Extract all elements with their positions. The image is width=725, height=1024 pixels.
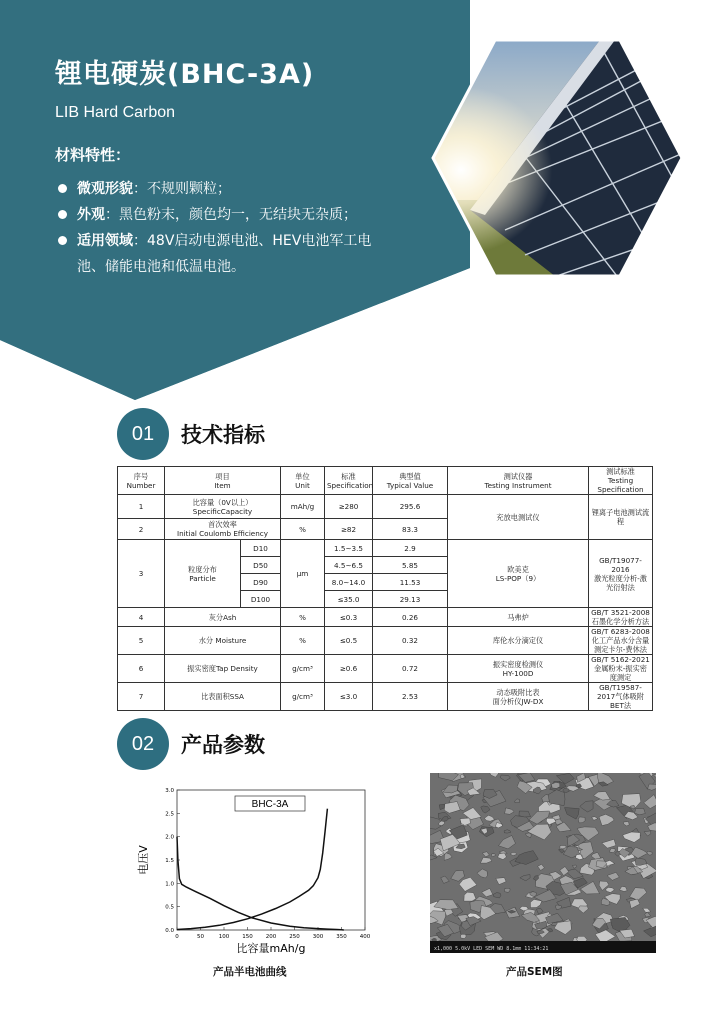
table-row: 2 首次效率 Initial Coulomb Efficiency % ≥82 83.3 <box>118 519 653 540</box>
section-02-heading <box>117 718 265 770</box>
table-row: D100 ≤35.0 29.13 <box>118 591 653 608</box>
col-header: 项目 Item <box>165 467 281 495</box>
property-label: 适用领域 <box>77 233 133 249</box>
y-tick-label: 0.0 <box>165 928 174 934</box>
table-row: 6 振实密度Tap Density g/cm³ ≥0.6 0.72 振实密度检测仪 HY-100D GB/T 5162-2021金属粉末-振实密度测定 <box>118 655 653 683</box>
x-tick-label: 350 <box>336 934 347 940</box>
table-header-row <box>118 467 653 495</box>
col-header: 标准 Specification <box>325 467 373 495</box>
property-item <box>58 228 398 280</box>
table-row: 4 灰分Ash % ≤0.3 0.26 马弗炉 GB/T 3521-2008石墨化学分析方法 <box>118 608 653 627</box>
col-header: 序号 Number <box>118 467 165 495</box>
col-header: 测试标准 Testing Specification <box>589 467 653 495</box>
bullet-dot-icon <box>58 184 67 193</box>
properties-list <box>58 176 398 280</box>
property-item <box>58 176 398 202</box>
property-item <box>58 202 398 228</box>
x-tick-label: 400 <box>359 934 371 940</box>
x-tick-label: 0 <box>175 934 179 940</box>
half-cell-curve-chart <box>135 780 380 960</box>
col-header: 典型值 Typical Value <box>373 467 448 495</box>
table-row: 7 比表面积SSA g/cm³ ≤3.0 2.53 动态吸附比表 面分析仪JW-DX GB/T19587-2017气体吸附BET法 <box>118 683 653 711</box>
sem-info-bar: x1,000 5.0kV LED SEM WD 8.1mm 11:34:21 <box>434 946 549 952</box>
x-tick-label: 250 <box>289 934 300 940</box>
y-tick-label: 2.0 <box>165 834 174 841</box>
section-title: 技术指标 <box>181 423 265 447</box>
bullet-dot-icon <box>58 210 67 219</box>
charge-curve-line <box>177 809 327 930</box>
section-number-badge: 01 <box>117 408 169 460</box>
discharge-curve-line <box>177 837 344 930</box>
y-tick-label: 1.0 <box>165 881 174 888</box>
x-tick-label: 100 <box>218 934 230 940</box>
property-text: ：不规则颗粒； <box>133 181 231 197</box>
property-text: ：黑色粉末，颜色均一，无结块无杂质； <box>105 207 357 223</box>
sem-caption: 产品SEM图 <box>506 966 563 978</box>
properties-heading: 材料特性： <box>55 146 131 164</box>
y-tick-label: 1.5 <box>165 858 174 864</box>
spec-table <box>117 466 653 711</box>
sem-micrograph <box>430 773 656 953</box>
y-tick-label: 0.5 <box>165 904 174 911</box>
legend-label: BHC-3A <box>251 799 289 810</box>
y-axis-label: 电压V <box>137 845 150 875</box>
x-tick-label: 300 <box>312 934 324 940</box>
page-title: 锂电硬炭(BHC-3A) <box>55 59 315 90</box>
table-row: 1 比容量（0V以上） SpecificCapacity mAh/g ≥280 295.6 充放电测试仪 锂离子电池测试流程 <box>118 495 653 519</box>
y-tick-label: 2.5 <box>165 811 174 818</box>
x-tick-label: 50 <box>197 934 204 940</box>
section-title: 产品参数 <box>181 733 265 757</box>
table-row: D90 8.0~14.0 11.53 <box>118 574 653 591</box>
chart-caption: 产品半电池曲线 <box>213 966 287 978</box>
series-lines <box>177 809 344 930</box>
property-text: ：48V启动电源电池、HEV电池军工电池、储能电池和低温电池。 <box>77 233 372 275</box>
col-header: 单位 Unit <box>281 467 325 495</box>
page-subtitle: LIB Hard Carbon <box>55 104 176 121</box>
y-tick-label: 3.0 <box>165 788 174 794</box>
sem-image <box>430 773 656 953</box>
property-label: 微观形貌 <box>77 181 133 197</box>
section-number-badge: 02 <box>117 718 169 770</box>
x-axis <box>175 927 370 940</box>
x-tick-label: 150 <box>242 934 253 940</box>
header-banner <box>0 0 725 420</box>
table-row: 3 粒度分布 Particle D10 μm 1.5~3.5 2.9 欧美克 LS-POP（9） GB/T19077-2016 激光粒度分析-激光衍射法 <box>118 540 653 557</box>
x-tick-label: 200 <box>265 934 277 940</box>
x-axis-label: 比容量mAh/g <box>236 942 306 955</box>
col-header: 测试仪器 Testing Instrument <box>448 467 589 495</box>
table-row: 5 水分 Moisture % ≤0.5 0.32 库伦水分滴定仪 GB/T 6283-2008 化工产品水分含量测定卡尔-费休法 <box>118 627 653 655</box>
property-label: 外观 <box>77 207 105 223</box>
section-01-heading <box>117 408 265 460</box>
bullet-dot-icon <box>58 236 67 245</box>
table-row: D50 4.5~6.5 5.85 <box>118 557 653 574</box>
